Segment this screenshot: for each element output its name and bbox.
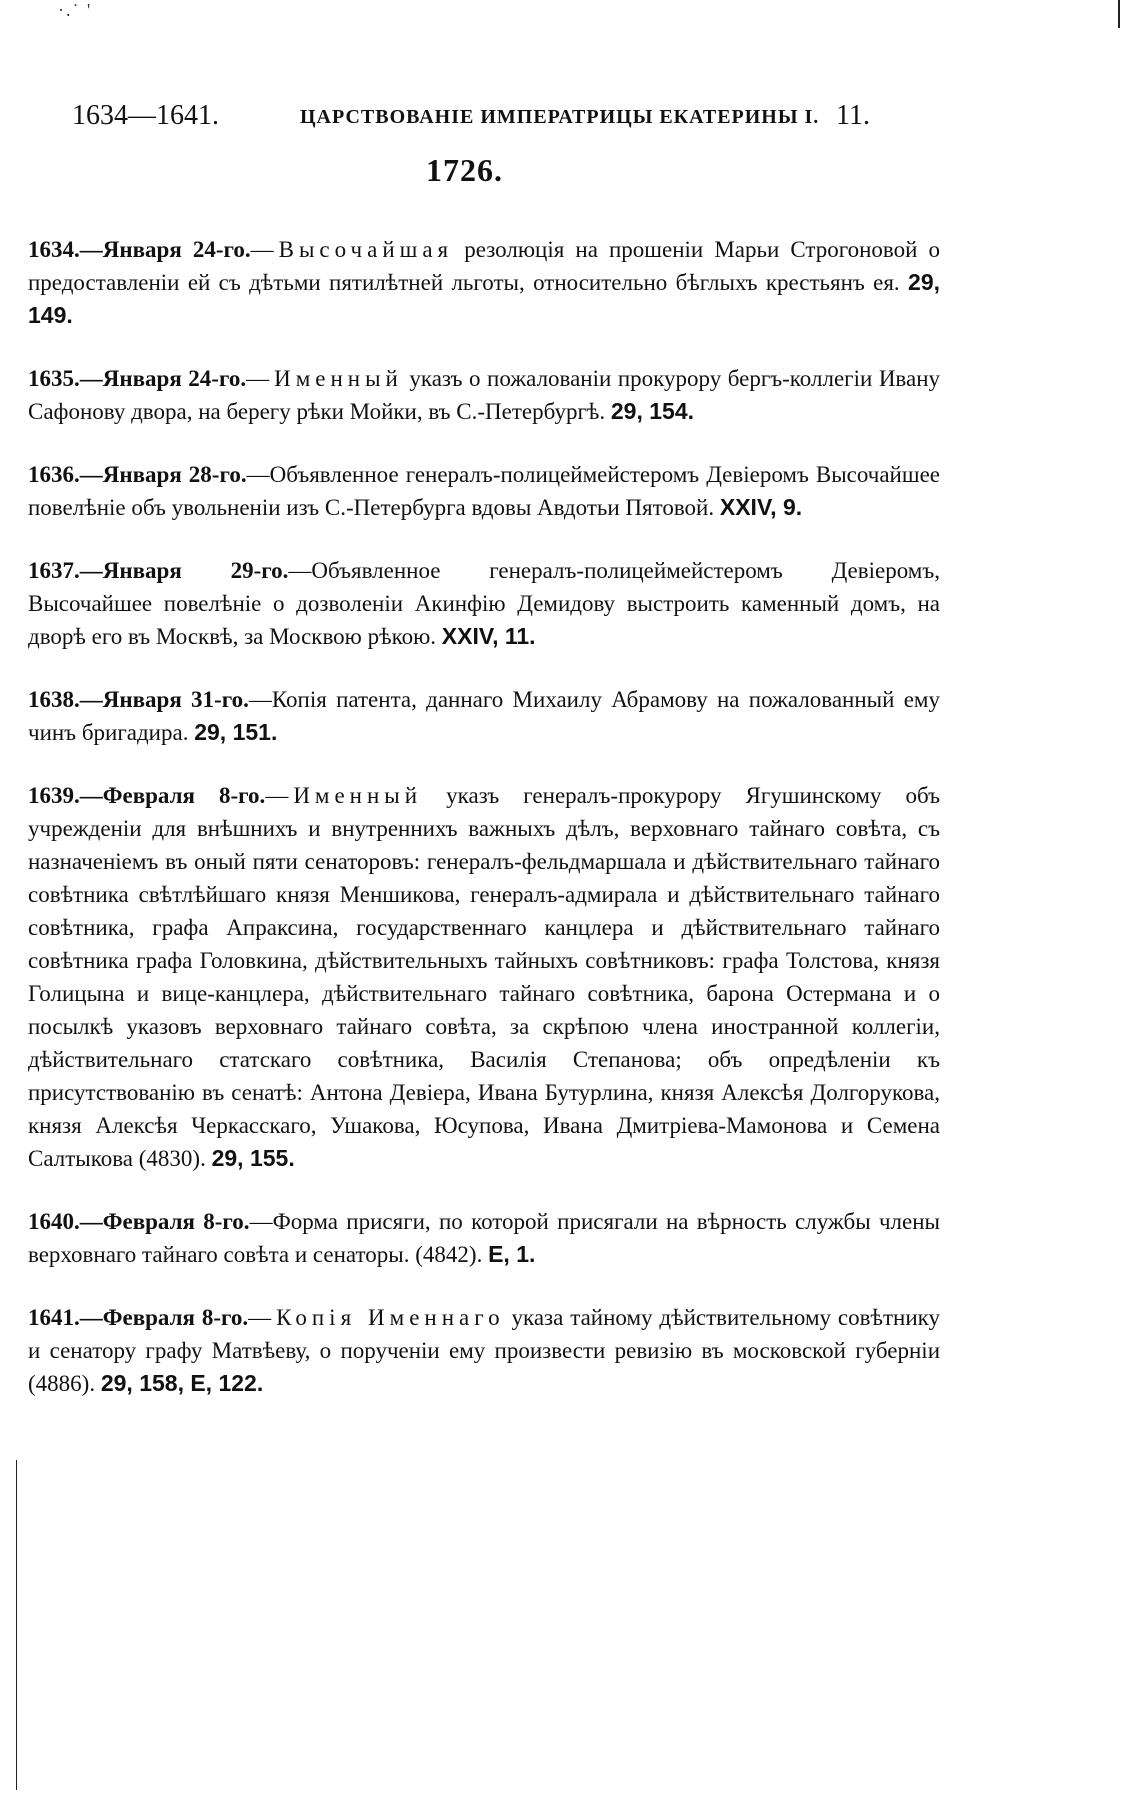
header-title: ЦАРСТВОВАНІЕ ИМПЕРАТРИЦЫ ЕКАТЕРИНЫ I. (300, 106, 820, 128)
entry-1637 (28, 554, 940, 653)
entry-1641 (28, 1301, 940, 1400)
entry-reference: 29, 155. (211, 1145, 295, 1171)
entry-type: —Именный (265, 783, 423, 808)
entry-date: —Февраля 8-го. (79, 1209, 250, 1234)
entry-text: указъ о пожалованіи прокурору бергъ-коллегіи Ивану Сафонову двора, на берегу рѣки Мойки, въ С.-Петербургѣ. (28, 366, 941, 424)
entry-date: —Февраля 8-го. (79, 783, 266, 808)
entry-number: 1638. (28, 687, 80, 712)
entry-date: —Февраля 8-го. (79, 1305, 249, 1330)
entry-number: 1641. (28, 1305, 80, 1330)
entry-text: указа тайному дѣйствительному совѣтнику и сенатору графу Матвѣеву, о порученіи ему произвести ревизію въ московской губерніи (4886). (28, 1305, 940, 1396)
entry-reference: XXIV, 11. (441, 623, 536, 649)
entry-text: —Форма присяги, по которой присягали на вѣрность службы члены верховнаго тайнаго совѣта и сенаторы. (4842). (28, 1209, 940, 1267)
entry-number: 1637. (28, 558, 80, 583)
print-specks: ·.˙ ' (58, 0, 93, 20)
entry-text: —Объявленное генералъ-полицеймейстеромъ Девіеромъ Высочайшее повелѣніе объ увольненіи изъ С.-Петербурга вдовы Авдотьи Пятовой. (28, 462, 940, 520)
entry-type: —Именный (246, 366, 403, 391)
entry-reference: 29, 149. (28, 269, 941, 328)
page-number: 11. (836, 100, 870, 131)
entry-text: —Копія патента, даннаго Михаилу Абрамову на пожалованный ему чинъ бригадира. (28, 687, 940, 745)
entry-1640 (28, 1205, 940, 1271)
entry-date: —Января 24-го. (79, 366, 247, 391)
entry-1636 (28, 458, 940, 524)
entry-number: 1640. (28, 1209, 80, 1234)
entry-number: 1639. (28, 783, 80, 808)
entry-reference: 29, 158, Е, 122. (100, 1370, 264, 1396)
year-heading: 1726. (426, 152, 503, 188)
running-header (72, 100, 872, 140)
entry-1634 (28, 233, 940, 332)
entry-text: указъ генералъ-прокурору Ягушинскому объ учрежденіи для внѣшнихъ и внутреннихъ важныхъ дѣлъ, верховнаго тайнаго совѣта, съ назначеніемъ въ оный пяти сенаторовъ: генералъ-фельдмаршала и дѣйствительнаго тайнаго совѣтника свѣтлѣйшаго князя Меншикова, генералъ-адмирала и дѣйствительнаго тайнаго совѣтника, графа Апраксина, государственнаго канцлера и дѣйствительнаго тайнаго совѣтника графа Головкина, дѣйствительныхъ тайныхъ совѣтниковъ: графа Толстова, князя Голицына и вице-канцлера, дѣйствительнаго тайнаго совѣтника, барона Остермана и о посылкѣ указовъ верховнаго тайнаго совѣта, за скрѣпою члена иностранной коллегіи, дѣйствительнаго статскаго совѣтника, Василія Степанова; объ опредѣленіи къ присутствованію въ сенатѣ: Антона Девіера, Ивана Бутурлина, князя Алексѣя Долгорукова, князя Алексѣя Черкасскаго, Ушакова, Юсупова, Ивана Дмитріева-Мамонова и Семена Салтыкова (4830). (28, 783, 940, 1171)
entry-reference: 29, 154. (610, 398, 695, 424)
entry-number: 1634. (28, 237, 80, 262)
entry-number: 1635. (28, 366, 80, 391)
entry-reference: XXIV, 9. (719, 494, 803, 520)
entries-list (28, 210, 940, 1430)
entry-1638 (28, 683, 940, 749)
entry-number: 1636. (28, 462, 80, 487)
entry-date: —Января 28-го. (79, 462, 247, 487)
entry-reference: 29, 151. (194, 719, 278, 745)
header-entry-range: 1634—1641. (72, 100, 219, 131)
entry-date: —Января 29-го. (79, 558, 289, 583)
entry-1635 (28, 362, 940, 428)
entry-date: —Января 24-го. (79, 237, 251, 262)
entry-date: —Января 31-го. (79, 687, 249, 712)
scan-edge-line (16, 1460, 17, 1790)
scan-edge-mark (1118, 0, 1120, 28)
entry-1639 (28, 779, 940, 1175)
entry-text: резолюція на прошеніи Марьи Строгоновой о предоставленіи ей съ дѣтьми пятилѣтней льготы, относительно бѣглыхъ крестьянъ ея. (28, 237, 940, 295)
entry-reference: Е, 1. (488, 1241, 536, 1267)
entry-type: —Копія Именнаго (248, 1305, 505, 1330)
entry-text: —Объявленное генералъ-полицеймейстеромъ Девіеромъ, Высочайшее повелѣніе о дозволеніи Акинфію Демидову выстроить каменный домъ, на дворѣ его въ Москвѣ, за Москвою рѣкою. (28, 558, 940, 649)
entry-type: —Высочайшая (250, 237, 454, 262)
